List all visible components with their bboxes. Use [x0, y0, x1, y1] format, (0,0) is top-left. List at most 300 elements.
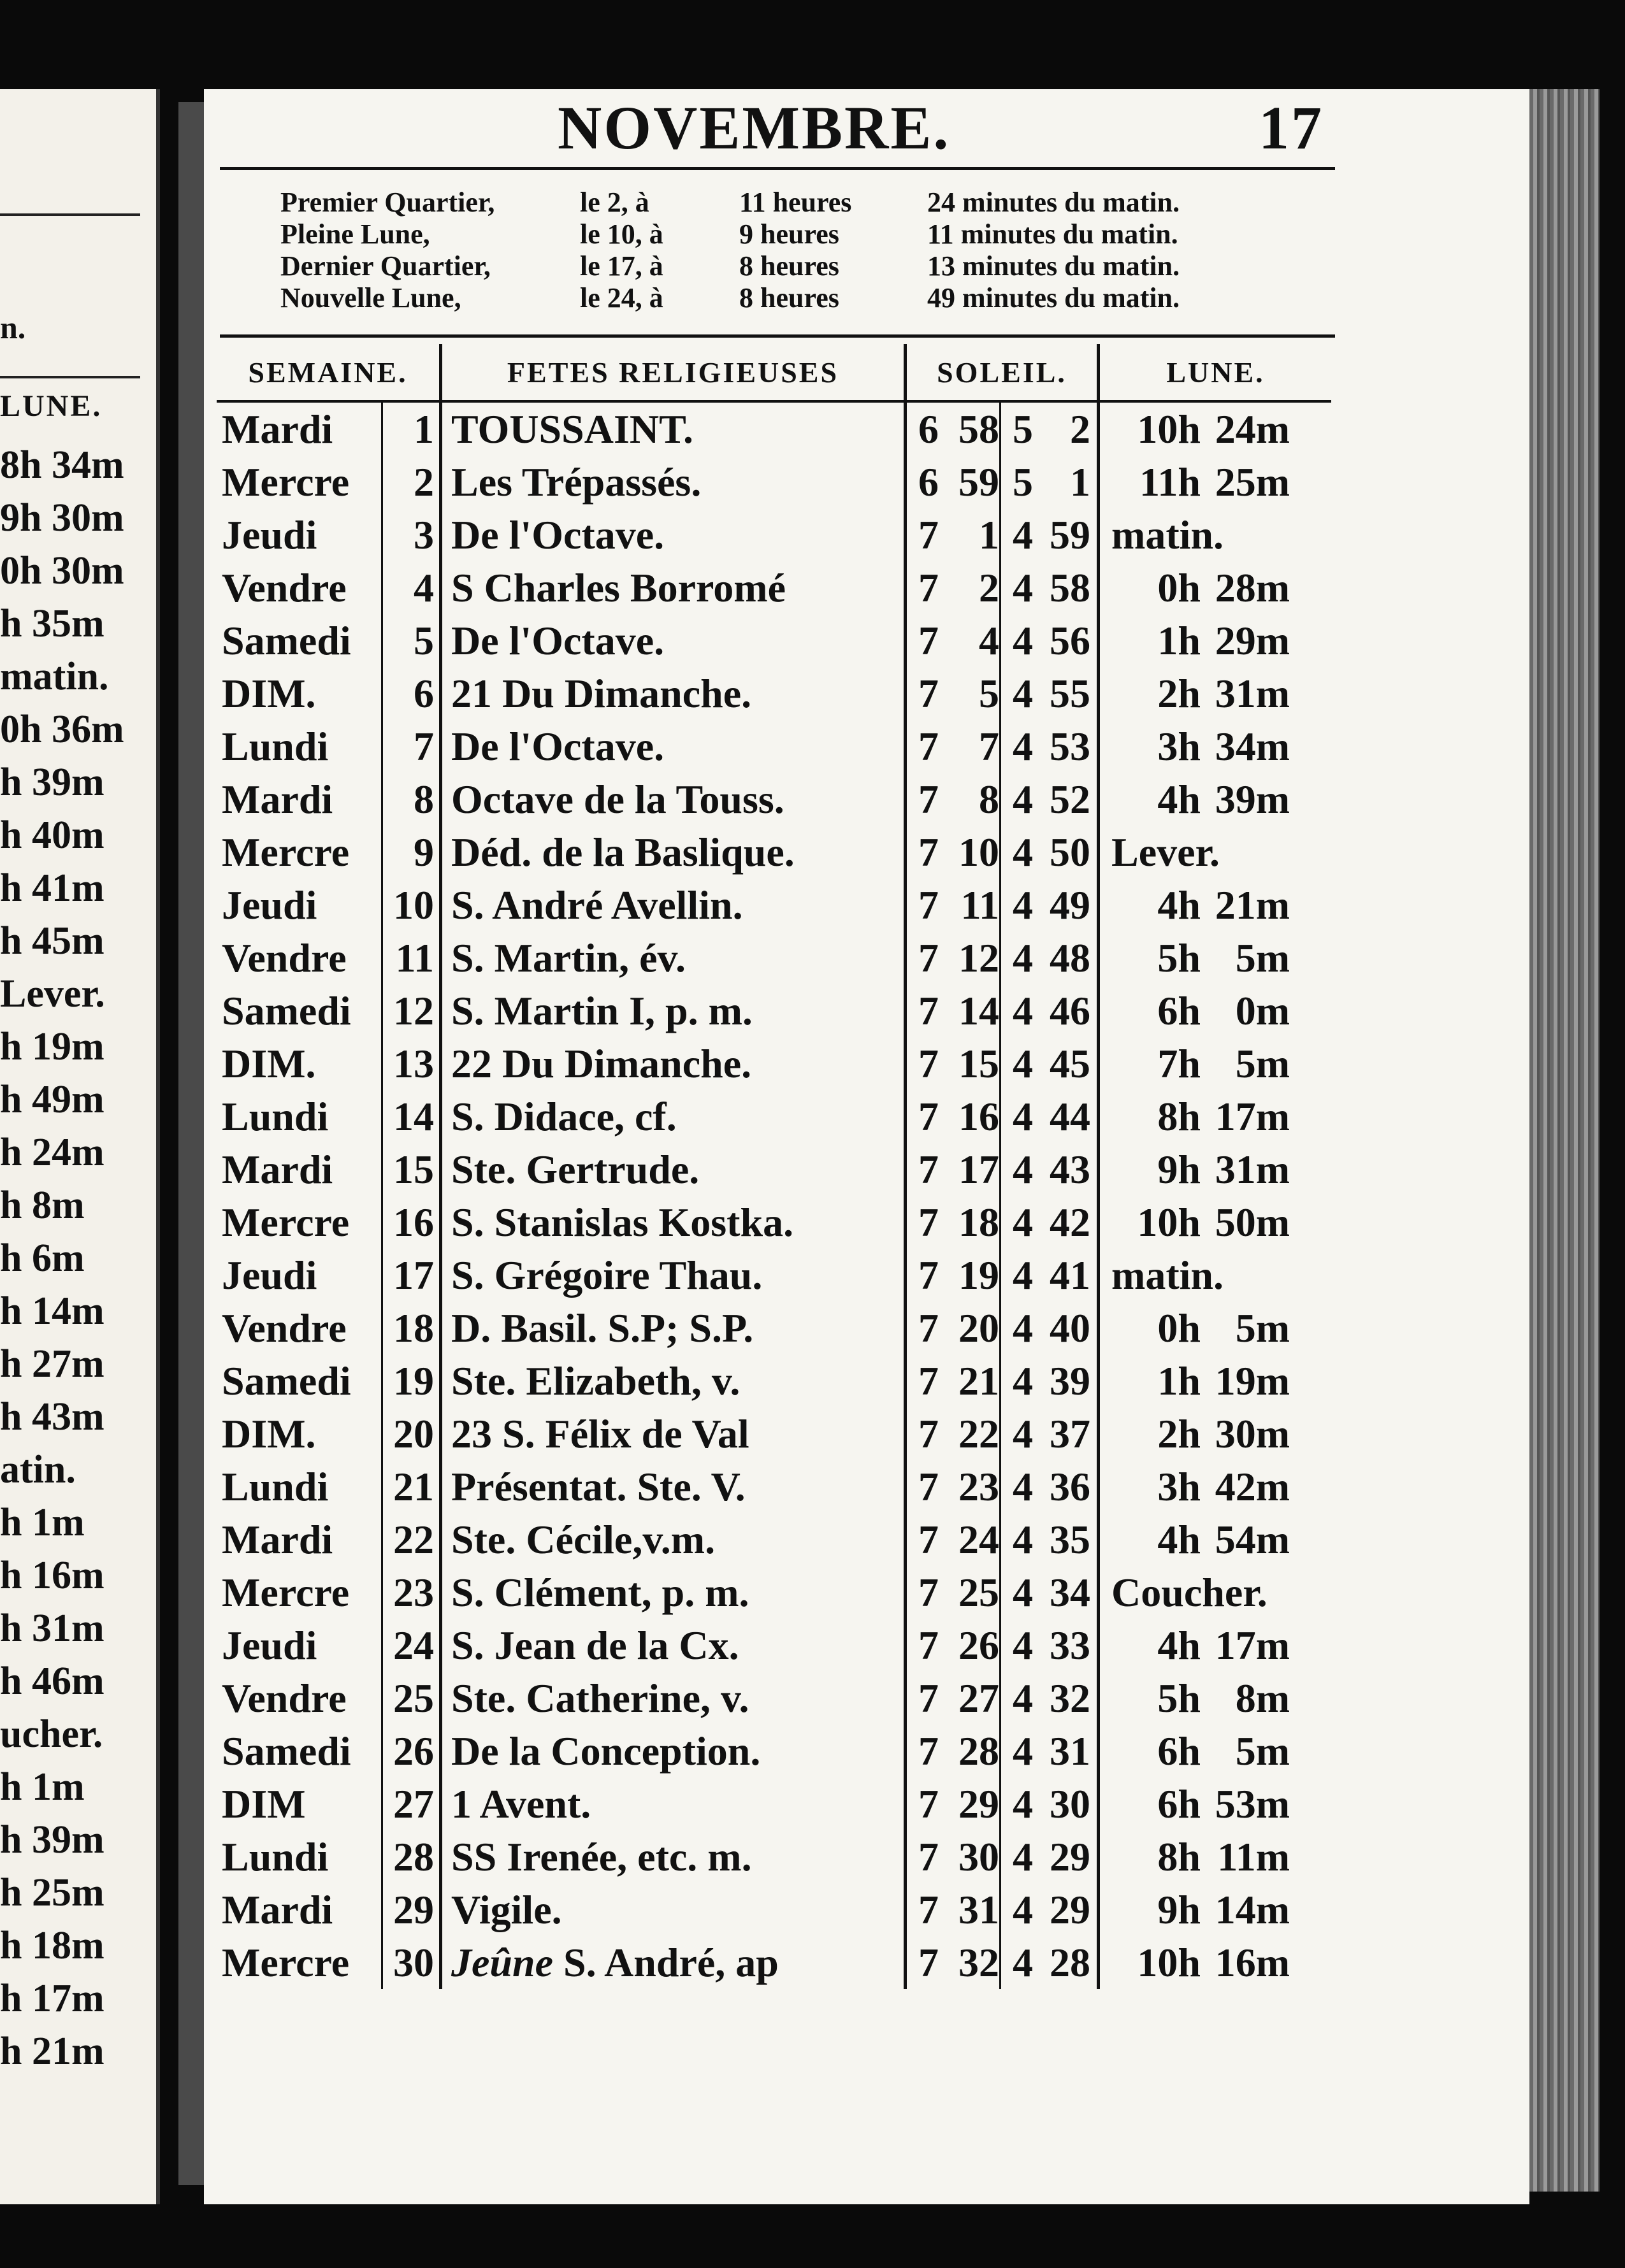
- fete-text: De l'Octave.: [451, 723, 665, 769]
- sm-cell: 32: [958, 1939, 999, 1985]
- phase-name: Pleine Lune,: [280, 219, 430, 250]
- ch-cell: 4: [1000, 1302, 1034, 1354]
- fete-italic: Jeûne: [451, 1939, 553, 1985]
- fete-text: Ste. Cécile,v.m.: [451, 1516, 716, 1562]
- ch-cell: 4: [1000, 879, 1034, 931]
- num-cell: 5: [382, 614, 441, 667]
- day-cell: DIM.: [222, 1410, 316, 1456]
- ch-cell: 4: [1000, 1513, 1034, 1566]
- phase-day: le 10, à: [580, 219, 663, 250]
- sm-cell: 19: [958, 1252, 999, 1298]
- num-cell: 29: [382, 1883, 441, 1936]
- fete-cell: [441, 1936, 906, 1989]
- lune-minute: 11m: [1217, 1834, 1290, 1879]
- day-cell: Mercre: [222, 459, 350, 505]
- ch-cell: 4: [1000, 508, 1034, 561]
- cm-cell: 1: [1070, 459, 1090, 505]
- fete-cell: [441, 1619, 906, 1672]
- cm-cell: 53: [1050, 723, 1090, 769]
- lune-minute: 31m: [1215, 670, 1290, 716]
- table-row: [217, 456, 1331, 508]
- left-time: h 1m: [0, 1765, 85, 1809]
- lune-cell: [1099, 1196, 1332, 1249]
- fete-text: Ste. Gertrude.: [451, 1146, 700, 1192]
- table-row: [217, 1460, 1331, 1513]
- lune-cell: [1099, 1407, 1332, 1460]
- cm-cell: 55: [1050, 670, 1090, 716]
- phase-name: Premier Quartier,: [280, 187, 495, 218]
- ch-cell: 4: [1000, 1037, 1034, 1090]
- table-row: [217, 508, 1331, 561]
- sm-cell: 1: [979, 512, 999, 557]
- lune-hour: 1h: [1157, 1358, 1201, 1403]
- cm-cell: 36: [1050, 1463, 1090, 1509]
- day-cell: Jeudi: [222, 1252, 317, 1298]
- table-row: [217, 1725, 1331, 1777]
- lune-minute: 5m: [1235, 1305, 1290, 1351]
- lune-minute: 21m: [1215, 882, 1290, 928]
- fete-cell: [441, 667, 906, 720]
- lune-hour: 3h: [1157, 723, 1201, 769]
- table-row: [217, 614, 1331, 667]
- fete-cell: [441, 508, 906, 561]
- cm-cell: 39: [1050, 1358, 1090, 1403]
- fete-cell: [441, 401, 906, 456]
- lune-hour: 1h: [1157, 617, 1201, 663]
- lune-cell: [1099, 1302, 1332, 1354]
- page-title: NOVEMBRE.: [558, 94, 951, 162]
- sh-cell: 7: [906, 1407, 939, 1460]
- lune-cell: [1099, 1143, 1332, 1196]
- lune-hour: 2h: [1157, 670, 1201, 716]
- day-cell: Jeudi: [222, 882, 317, 928]
- ch-cell: 4: [1000, 720, 1034, 773]
- cm-cell: 29: [1050, 1886, 1090, 1932]
- num-cell: 7: [382, 720, 441, 773]
- cm-cell: 59: [1050, 512, 1090, 557]
- sm-cell: 15: [958, 1040, 999, 1086]
- left-time: 8h 34m: [0, 443, 124, 487]
- fete-text: Ste. Catherine, v.: [451, 1675, 749, 1721]
- num-cell: 9: [382, 826, 441, 879]
- ch-cell: 4: [1000, 561, 1034, 614]
- ch-cell: 4: [1000, 1777, 1034, 1830]
- lune-minute: 5m: [1235, 1728, 1290, 1774]
- lune-hour: 4h: [1157, 1622, 1201, 1668]
- table-row: [217, 401, 1331, 456]
- sm-cell: 7: [979, 723, 999, 769]
- ch-cell: 4: [1000, 667, 1034, 720]
- fete-cell: [441, 1037, 906, 1090]
- ch-cell: 4: [1000, 1672, 1034, 1725]
- sm-cell: 8: [979, 776, 999, 822]
- cm-cell: 49: [1050, 882, 1090, 928]
- phase-hours: 9 heures: [739, 219, 839, 250]
- fete-cell: [441, 1830, 906, 1883]
- day-cell: Mercre: [222, 829, 350, 875]
- lune-cell: [1099, 984, 1332, 1037]
- day-cell: Vendre: [222, 1675, 347, 1721]
- num-cell: 13: [382, 1037, 441, 1090]
- ch-cell: 4: [1000, 1566, 1034, 1619]
- header-rule: [220, 167, 1335, 170]
- fete-text: 21 Du Dimanche.: [451, 670, 752, 716]
- left-time: h 39m: [0, 1818, 105, 1862]
- sh-cell: 7: [906, 1883, 939, 1936]
- num-cell: 12: [382, 984, 441, 1037]
- ch-cell: 4: [1000, 1196, 1034, 1249]
- sm-cell: 28: [958, 1728, 999, 1774]
- fete-cell: [441, 773, 906, 826]
- num-cell: 26: [382, 1725, 441, 1777]
- cm-cell: 41: [1050, 1252, 1090, 1298]
- ch-cell: 4: [1000, 1936, 1034, 1989]
- cm-cell: 58: [1050, 564, 1090, 610]
- lune-minute: 54m: [1215, 1516, 1290, 1562]
- day-cell: Samedi: [222, 987, 351, 1033]
- left-time: h 35m: [0, 602, 105, 645]
- table-row: [217, 1407, 1331, 1460]
- lune-cell: [1099, 931, 1332, 984]
- fete-cell: [441, 1566, 906, 1619]
- left-time: h 40m: [0, 814, 105, 857]
- lune-cell: [1099, 879, 1332, 931]
- fete-text: S. Martin, év.: [451, 935, 686, 980]
- num-cell: 11: [382, 931, 441, 984]
- sm-cell: 17: [958, 1146, 999, 1192]
- num-cell: 18: [382, 1302, 441, 1354]
- fete-text: TOUSSAINT.: [451, 406, 693, 452]
- left-time: h 39m: [0, 761, 105, 804]
- lune-minute: 5m: [1235, 1040, 1290, 1086]
- lune-minute: 14m: [1215, 1886, 1290, 1932]
- num-cell: 16: [382, 1196, 441, 1249]
- lune-cell: [1099, 456, 1332, 508]
- left-time: h 43m: [0, 1395, 105, 1439]
- sm-cell: 58: [958, 406, 999, 452]
- cm-cell: 34: [1050, 1569, 1090, 1615]
- lune-hour: Coucher.: [1111, 1569, 1268, 1615]
- lune-hour: 7h: [1157, 1040, 1201, 1086]
- sh-cell: 7: [906, 1725, 939, 1777]
- lune-hour: 3h: [1157, 1463, 1201, 1509]
- left-time: h 31m: [0, 1607, 105, 1650]
- col-soleil: SOLEIL.: [906, 344, 1099, 401]
- table-row: [217, 667, 1331, 720]
- fete-cell: [441, 614, 906, 667]
- sh-cell: 7: [906, 720, 939, 773]
- sh-cell: 7: [906, 931, 939, 984]
- sm-cell: 12: [958, 935, 999, 980]
- lune-cell: [1099, 1883, 1332, 1936]
- lune-cell: [1099, 1037, 1332, 1090]
- lune-minute: 28m: [1215, 564, 1290, 610]
- phase-minutes: 24 minutes du matin.: [927, 187, 1180, 218]
- lune-cell: [1099, 826, 1332, 879]
- day-cell: DIM.: [222, 670, 316, 716]
- day-cell: Mardi: [222, 1516, 333, 1562]
- day-cell: Mardi: [222, 406, 333, 452]
- fete-text: S Charles Borromé: [451, 564, 786, 610]
- table-row: [217, 1143, 1331, 1196]
- lune-hour: 5h: [1157, 935, 1201, 980]
- sh-cell: 7: [906, 1672, 939, 1725]
- fete-text: 22 Du Dimanche.: [451, 1040, 752, 1086]
- left-time: h 1m: [0, 1501, 85, 1544]
- day-cell: Mardi: [222, 1886, 333, 1932]
- left-time: h 27m: [0, 1342, 105, 1386]
- day-cell: Lundi: [222, 1834, 329, 1879]
- ch-cell: 4: [1000, 1830, 1034, 1883]
- fete-text: S. Clément, p. m.: [451, 1569, 749, 1615]
- phase-hours: 8 heures: [739, 250, 839, 282]
- sm-cell: 18: [958, 1199, 999, 1245]
- fete-cell: [441, 826, 906, 879]
- phase-minutes: 49 minutes du matin.: [927, 282, 1180, 313]
- table-row: [217, 931, 1331, 984]
- day-cell: Lundi: [222, 723, 329, 769]
- fete-cell: [441, 1672, 906, 1725]
- table-row: [217, 826, 1331, 879]
- lune-hour: 9h: [1157, 1146, 1201, 1192]
- table-row: [217, 1513, 1331, 1566]
- lune-cell: [1099, 1249, 1332, 1302]
- fete-text: 1 Avent.: [451, 1781, 591, 1827]
- num-cell: 25: [382, 1672, 441, 1725]
- table-row: [217, 1196, 1331, 1249]
- left-time: h 19m: [0, 1025, 105, 1068]
- ch-cell: 5: [1000, 401, 1034, 456]
- fete-text: S. Martin I, p. m.: [451, 987, 753, 1033]
- lune-cell: [1099, 667, 1332, 720]
- lune-cell: [1099, 1936, 1332, 1989]
- lune-cell: [1099, 1090, 1332, 1143]
- lune-hour: 11h: [1139, 459, 1201, 505]
- sh-cell: 7: [906, 1936, 939, 1989]
- cm-cell: 48: [1050, 935, 1090, 980]
- table-row: [217, 773, 1331, 826]
- num-cell: 8: [382, 773, 441, 826]
- day-cell: Samedi: [222, 1358, 351, 1403]
- lune-hour: 6h: [1157, 1781, 1201, 1827]
- sh-cell: 7: [906, 1460, 939, 1513]
- day-cell: Vendre: [222, 564, 347, 610]
- cm-cell: 43: [1050, 1146, 1090, 1192]
- lune-hour: 0h: [1157, 1305, 1201, 1351]
- sm-cell: 4: [979, 617, 999, 663]
- left-time: 0h 36m: [0, 708, 124, 751]
- cm-cell: 42: [1050, 1199, 1090, 1245]
- fete-text: S. Grégoire Thau.: [451, 1252, 763, 1298]
- day-cell: Jeudi: [222, 1622, 317, 1668]
- fete-cell: [441, 1407, 906, 1460]
- left-time: h 6m: [0, 1237, 85, 1280]
- sh-cell: 7: [906, 1302, 939, 1354]
- ch-cell: 4: [1000, 931, 1034, 984]
- lune-hour: 4h: [1157, 776, 1201, 822]
- table-row: [217, 1037, 1331, 1090]
- sm-cell: 25: [958, 1569, 999, 1615]
- cm-cell: 31: [1050, 1728, 1090, 1774]
- sh-cell: 7: [906, 1777, 939, 1830]
- phase-hours: 11 heures: [739, 187, 852, 218]
- cm-cell: 46: [1050, 987, 1090, 1033]
- phase-hours: 8 heures: [739, 282, 839, 313]
- lune-minute: 17m: [1215, 1622, 1290, 1668]
- left-lune-header: LUNE.: [0, 389, 103, 423]
- left-time: 9h 30m: [0, 496, 124, 540]
- ch-cell: 4: [1000, 1883, 1034, 1936]
- sm-cell: 16: [958, 1093, 999, 1139]
- col-semaine: SEMAINE.: [217, 344, 441, 401]
- day-cell: DIM.: [222, 1040, 316, 1086]
- ch-cell: 4: [1000, 826, 1034, 879]
- sh-cell: 7: [906, 1249, 939, 1302]
- fete-text: D. Basil. S.P; S.P.: [451, 1305, 754, 1351]
- lune-hour: 5h: [1157, 1675, 1201, 1721]
- sh-cell: 7: [906, 1619, 939, 1672]
- lune-cell: [1099, 1354, 1332, 1407]
- num-cell: 2: [382, 456, 441, 508]
- num-cell: 6: [382, 667, 441, 720]
- table-row: [217, 1302, 1331, 1354]
- cm-cell: 40: [1050, 1305, 1090, 1351]
- fete-text: S. Jean de la Cx.: [451, 1622, 739, 1668]
- cm-cell: 32: [1050, 1675, 1090, 1721]
- table-row: [217, 1883, 1331, 1936]
- fete-text: 23 S. Félix de Val: [451, 1410, 749, 1456]
- col-fetes: FETES RELIGIEUSES: [441, 344, 906, 401]
- num-cell: 23: [382, 1566, 441, 1619]
- fete-text: S. André, ap: [553, 1939, 779, 1985]
- lune-hour: 9h: [1157, 1886, 1201, 1932]
- fete-cell: [441, 1513, 906, 1566]
- lune-minute: 50m: [1215, 1199, 1290, 1245]
- sh-cell: 7: [906, 1513, 939, 1566]
- cm-cell: 35: [1050, 1516, 1090, 1562]
- table-row: [217, 720, 1331, 773]
- fete-text: Les Trépassés.: [451, 459, 702, 505]
- table-row: [217, 1354, 1331, 1407]
- fete-cell: [441, 1354, 906, 1407]
- num-cell: 27: [382, 1777, 441, 1830]
- lune-cell: [1099, 1777, 1332, 1830]
- num-cell: 20: [382, 1407, 441, 1460]
- num-cell: 17: [382, 1249, 441, 1302]
- fete-cell: [441, 984, 906, 1037]
- cm-cell: 50: [1050, 829, 1090, 875]
- ch-cell: 4: [1000, 1460, 1034, 1513]
- day-cell: Samedi: [222, 617, 351, 663]
- fete-text: De l'Octave.: [451, 512, 665, 557]
- table-row: [217, 1249, 1331, 1302]
- num-cell: 24: [382, 1619, 441, 1672]
- sm-cell: 10: [958, 829, 999, 875]
- lune-hour: 6h: [1157, 1728, 1201, 1774]
- fete-cell: [441, 1090, 906, 1143]
- left-header-fragment: n.: [0, 310, 26, 345]
- sm-cell: 5: [979, 670, 999, 716]
- lune-minute: 0m: [1235, 987, 1290, 1033]
- fete-cell: [441, 1249, 906, 1302]
- lune-minute: 19m: [1215, 1358, 1290, 1403]
- lune-cell: [1099, 1725, 1332, 1777]
- sm-cell: 59: [958, 459, 999, 505]
- fete-text: Ste. Elizabeth, v.: [451, 1358, 740, 1403]
- day-cell: Lundi: [222, 1093, 329, 1139]
- lune-cell: [1099, 614, 1332, 667]
- table-row: [217, 1777, 1331, 1830]
- fete-cell: [441, 931, 906, 984]
- lune-minute: 8m: [1235, 1675, 1290, 1721]
- num-cell: 14: [382, 1090, 441, 1143]
- lune-cell: [1099, 1460, 1332, 1513]
- lune-hour: 8h: [1157, 1093, 1201, 1139]
- cm-cell: 29: [1050, 1834, 1090, 1879]
- phase-day: le 17, à: [580, 250, 663, 282]
- sm-cell: 24: [958, 1516, 999, 1562]
- table-header-row: [217, 344, 1331, 401]
- lune-hour: 10h: [1137, 1199, 1201, 1245]
- sm-cell: 29: [958, 1781, 999, 1827]
- sm-cell: 31: [958, 1886, 999, 1932]
- sh-cell: 6: [906, 401, 939, 456]
- phase-minutes: 13 minutes du matin.: [927, 250, 1180, 282]
- sh-cell: 7: [906, 508, 939, 561]
- fete-text: SS Irenée, etc. m.: [451, 1834, 752, 1879]
- lune-minute: 24m: [1215, 406, 1290, 452]
- cm-cell: 33: [1050, 1622, 1090, 1668]
- sh-cell: 7: [906, 984, 939, 1037]
- left-time: h 14m: [0, 1289, 105, 1333]
- ch-cell: 4: [1000, 1619, 1034, 1672]
- left-time: h 21m: [0, 2030, 105, 2073]
- day-cell: Mercre: [222, 1569, 350, 1615]
- left-time: 0h 30m: [0, 549, 124, 592]
- table-row: [217, 984, 1331, 1037]
- lune-minute: 5m: [1235, 935, 1290, 980]
- lune-minute: 17m: [1215, 1093, 1290, 1139]
- left-time: Lever.: [0, 972, 105, 1016]
- cm-cell: 56: [1050, 617, 1090, 663]
- ch-cell: 4: [1000, 1725, 1034, 1777]
- cm-cell: 37: [1050, 1410, 1090, 1456]
- sm-cell: 2: [979, 564, 999, 610]
- fete-cell: [441, 1883, 906, 1936]
- sm-cell: 26: [958, 1622, 999, 1668]
- num-cell: 28: [382, 1830, 441, 1883]
- left-time: h 24m: [0, 1131, 105, 1174]
- table-row: [217, 1936, 1331, 1989]
- lune-cell: [1099, 508, 1332, 561]
- fete-cell: [441, 720, 906, 773]
- left-time: h 49m: [0, 1078, 105, 1121]
- num-cell: 21: [382, 1460, 441, 1513]
- sm-cell: 14: [958, 987, 999, 1033]
- fete-cell: [441, 1460, 906, 1513]
- lune-hour: 0h: [1157, 564, 1201, 610]
- lune-hour: 2h: [1157, 1410, 1201, 1456]
- sh-cell: 7: [906, 1196, 939, 1249]
- lune-minute: 29m: [1215, 617, 1290, 663]
- sm-cell: 23: [958, 1463, 999, 1509]
- fete-cell: [441, 1777, 906, 1830]
- left-time: matin.: [0, 655, 109, 698]
- sh-cell: 7: [906, 1354, 939, 1407]
- lune-hour: 10h: [1137, 1939, 1201, 1985]
- ch-cell: 4: [1000, 773, 1034, 826]
- sh-cell: 7: [906, 1566, 939, 1619]
